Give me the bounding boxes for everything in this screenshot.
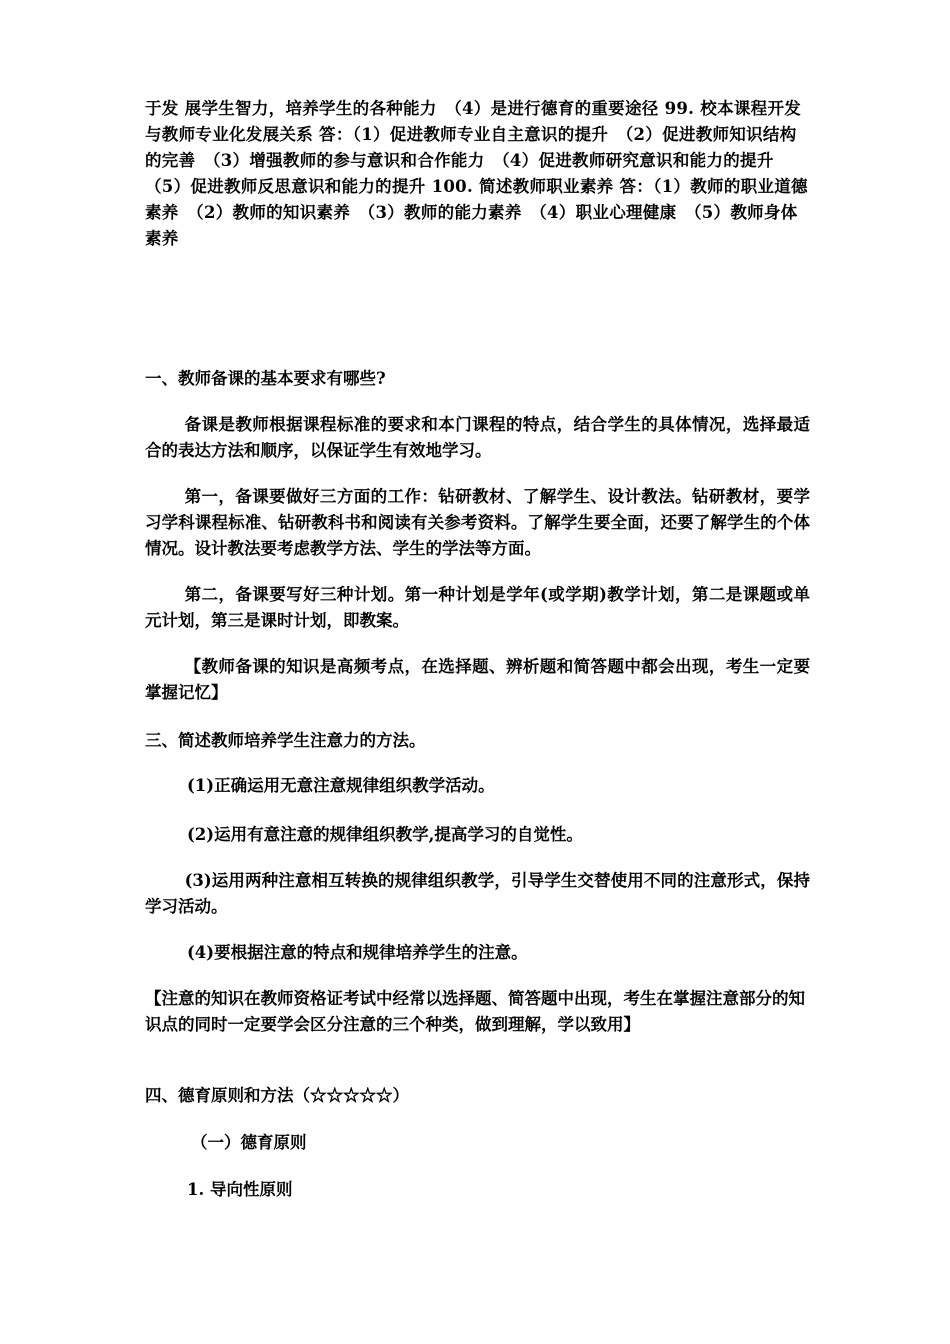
section-1-p1-wrap [145, 412, 810, 464]
section-1-p2-wrap [145, 484, 810, 562]
section-1-note-wrap [145, 654, 810, 706]
section-3-note: 【注意的知识在教师资格证考试中经常以选择题、简答题中出现，考生在掌握注意部分的知识点的同时一定要学会区分注意的三个种类，做到理解，学以致用】 [145, 989, 805, 1034]
section-1-p3-wrap [145, 582, 810, 634]
section-3-item-4: (4)要根据注意的特点和规律培养学生的注意。 [187, 943, 528, 962]
section-4-heading: 四、德育原则和方法（☆☆☆☆☆） [145, 1086, 409, 1105]
section-3-item-1-wrap [145, 773, 810, 799]
section-1-paragraph-1: 备课是教师根据课程标准的要求和本门课程的特点，结合学生的具体情况，选择最适合的表达方法和顺序，以保证学生有效地学习。 [145, 415, 810, 460]
intro-paragraph: 于发 展学生智力，培养学生的各种能力 （4）是进行德育的重要途径 99. 校本课程开发与教师专业化发展关系 答：（1）促进教师专业自主意识的提升 （2）促进教师知识结构的完善 （3）增强教师的参与意识和合作能力 （4）促进教师研究意识和能力的提升 （5）促进教师反思意识和能力的提升 100. 简述教师职业素养 答：（1）教师的职业道德素养 （2）教师的知识素养 （3）教师的能力素养 （4）职业心理健康 （5）教师身体素养 [145, 99, 808, 248]
section-3-heading: 三、简述教师培养学生注意力的方法。 [145, 731, 426, 750]
section-3 [145, 728, 810, 754]
section-1 [145, 366, 810, 392]
section-4-item-wrap [145, 1177, 810, 1203]
section-3-item-1: (1)正确运用无意注意规律组织教学活动。 [187, 776, 495, 795]
section-3-item-4-wrap [145, 940, 810, 966]
section-1-heading: 一、教师备课的基本要求有哪些? [145, 369, 386, 388]
section-4 [145, 1083, 810, 1109]
section-3-item-3: (3)运用两种注意相互转换的规律组织教学，引导学生交替使用不同的注意形式，保持学习活动。 [145, 871, 810, 916]
section-1-paragraph-2: 第一，备课要做好三方面的工作：钻研教材、了解学生、设计教法。钻研教材，要学习学科课程标准、钻研教科书和阅读有关参考资料。了解学生要全面，还要了解学生的个体情况。设计教法要考虑教学方法、学生的学法等方面。 [145, 487, 810, 558]
section-3-item-2-wrap [145, 822, 810, 848]
section-3-item-3-wrap [145, 868, 810, 920]
section-4-sub-wrap [145, 1130, 810, 1156]
page-content [145, 96, 810, 252]
section-3-note-wrap [145, 986, 810, 1038]
section-4-subheading: （一）德育原则 [191, 1133, 307, 1152]
section-1-note: 【教师备课的知识是高频考点，在选择题、辨析题和简答题中都会出现，考生一定要掌握记忆】 [145, 657, 810, 702]
section-3-item-2: (2)运用有意注意的规律组织教学,提高学习的自觉性。 [187, 825, 583, 844]
section-1-paragraph-3: 第二，备课要写好三种计划。第一种计划是学年(或学期)教学计划，第二是课题或单元计划，第三是课时计划，即教案。 [145, 585, 810, 630]
section-4-item-1: 1. 导向性原则 [187, 1180, 293, 1199]
